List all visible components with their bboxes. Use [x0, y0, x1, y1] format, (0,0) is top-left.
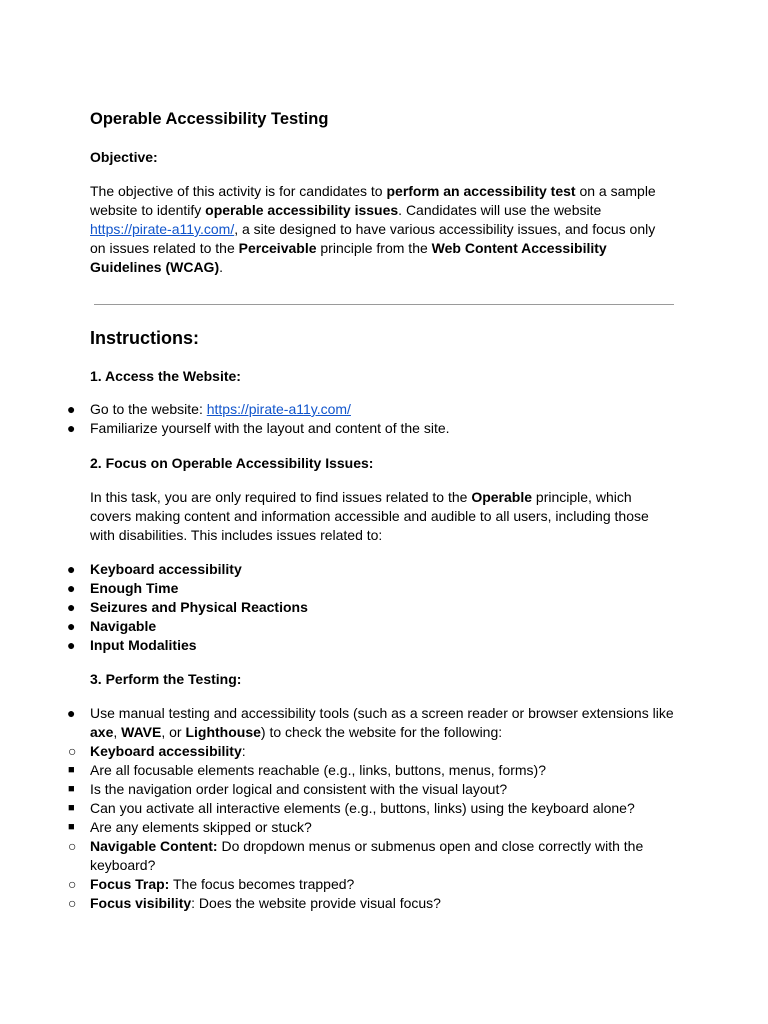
bullet-icon: ● [67, 420, 76, 436]
hollow-bullet-icon: ○ [68, 838, 77, 854]
horizontal-divider [94, 304, 674, 305]
step3-label: 3. Perform the Testing: [90, 671, 242, 687]
bullet-icon: ● [67, 580, 76, 596]
step1-list [67, 400, 670, 438]
list-item: ● Seizures and Physical Reactions [67, 599, 308, 615]
objective-label: Objective: [90, 149, 158, 165]
list-item: ● Use manual testing and accessibility tools (such as a screen reader or browser extensions like axe, WAVE, or Lighthouse) to check the website for the following: ○ Keyboard accessibility: ■ Are all focusable elements reachable (e.g., links, buttons, menus, forms)? ■ Is the navigation order logical and consistent with the visual layout? ■ Can you activate all interactive elements (e.g., buttons, links) using the keyboard alone? ■ Are any elements skipped or stuck? ○ Navigable Content: Do dropdown menus or submenus open and close correctly with the keyboard? ○ Focus Trap: The focus becomes trapped? ○ Focus visibility: Does the website provide visual focus? [90, 704, 680, 913]
list-item: ● Keyboard accessibility [67, 561, 242, 577]
square-bullet-icon: ■ [68, 783, 75, 795]
square-bullet-icon: ■ [68, 821, 75, 833]
list-item: ■ Is the navigation order logical and consistent with the visual layout? [68, 781, 508, 797]
list-item: ● Familiarize yourself with the layout and content of the site. [67, 420, 450, 436]
hollow-bullet-icon: ○ [68, 895, 77, 911]
objective-paragraph: The objective of this activity is for candidates to perform an accessibility test on a sample website to identify operable accessibility issues. Candidates will use the website https://pirate-a11y.com/, a site designed to have various accessibility issues, and focus only on issues related to the Perceivable principle from the Web Content Accessibility Guidelines (WCAG). [90, 183, 656, 275]
list-item: ○ Navigable Content: Do dropdown menus or submenus open and close correctly with the keyboard? [68, 838, 644, 873]
list-item: ○ Focus Trap: The focus becomes trapped? [68, 876, 355, 892]
operable-topics-list [67, 560, 670, 655]
list-item: ● Navigable [67, 618, 157, 634]
step2-paragraph: In this task, you are only required to find issues related to the Operable principle, which covers making content and information accessible and audible to all users, including those with disabilities. This includes issues related to: [90, 489, 649, 543]
step2-label: 2. Focus on Operable Accessibility Issues: [90, 455, 374, 471]
bullet-icon: ● [67, 599, 76, 615]
bullet-icon: ● [67, 637, 76, 653]
website-link[interactable]: https://pirate-a11y.com/ [90, 221, 235, 237]
list-item: ● Input Modalities [67, 637, 197, 653]
hollow-bullet-icon: ○ [68, 876, 77, 892]
list-item: ■ Are all focusable elements reachable (e.g., links, buttons, menus, forms)? [68, 762, 546, 778]
square-bullet-icon: ■ [68, 764, 75, 776]
square-bullet-icon: ■ [68, 802, 75, 814]
list-item: ■ Are any elements skipped or stuck? [68, 819, 312, 835]
bullet-icon: ● [67, 705, 76, 721]
checks-list [68, 742, 680, 913]
bullet-icon: ● [67, 401, 76, 417]
list-item: ● Enough Time [67, 580, 179, 596]
hollow-bullet-icon: ○ [68, 743, 77, 759]
bullet-icon: ● [67, 561, 76, 577]
instructions-heading: Instructions: [90, 328, 200, 348]
list-item: ○ Focus visibility: Does the website provide visual focus? [68, 895, 441, 911]
bullet-icon: ● [67, 618, 76, 634]
document-title: Operable Accessibility Testing [90, 110, 329, 128]
step1-label: 1. Access the Website: [90, 368, 241, 384]
list-item: ○ Keyboard accessibility: ■ Are all focusable elements reachable (e.g., links, buttons, menus, forms)? ■ Is the navigation order logical and consistent with the visual layout? ■ Can you activate all interactive elements (e.g., buttons, links) using the keyboard alone? ■ Are any elements skipped or stuck? [90, 742, 680, 837]
step3-list [67, 704, 680, 913]
keyboard-questions-list [68, 761, 680, 837]
website-link[interactable]: https://pirate-a11y.com/ [206, 401, 351, 417]
list-item: ● Go to the website: https://pirate-a11y.com/ [67, 401, 351, 417]
list-item: ■ Can you activate all interactive elements (e.g., buttons, links) using the keyboard alone? [68, 800, 635, 816]
